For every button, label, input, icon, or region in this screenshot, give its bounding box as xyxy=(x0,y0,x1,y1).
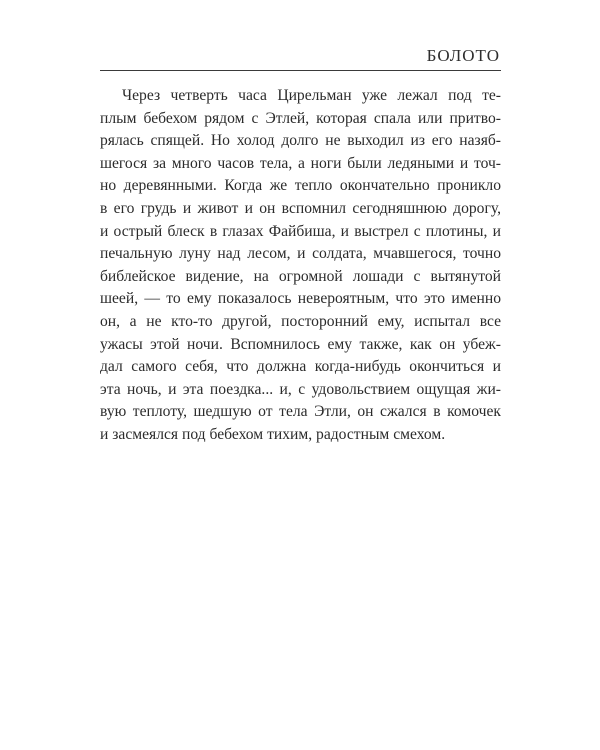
header-rule xyxy=(100,70,501,71)
text-line: плым бебехом рядом с Этлей, которая спала или притво- xyxy=(100,109,501,127)
text-line: печальную луну над лесом, и солдата, мчавшегося, точно xyxy=(100,245,501,263)
text-line: и острый блеск в глазах Файбиша, и выстрел с плотины, и xyxy=(100,222,501,240)
text-line: ужасы этой ночи. Вспомнилось ему также, как он убеж- xyxy=(100,335,501,353)
running-title: БОЛОТО xyxy=(426,46,500,65)
text-line: шеей, — то ему показалось невероятным, что это именно xyxy=(100,290,501,308)
text-line: Через четверть часа Цирельман уже лежал под те- xyxy=(122,87,501,104)
text-line: библейское видение, на огромной лошади с вытянутой xyxy=(100,267,501,285)
text-line: в его грудь и живот и он вспомнил сегодняшнюю дорогу, xyxy=(100,199,501,217)
text-line: он, а не кто-то другой, посторонний ему, испытал все xyxy=(100,312,501,330)
text-line: но деревянными. Когда же тепло окончательно проникло xyxy=(100,177,501,195)
text-line: шегося за много часов тела, а ноги были ледяными и точ- xyxy=(100,154,501,172)
text-line: вую теплоту, шедшую от тела Этли, он сжался в комочек xyxy=(100,403,501,421)
text-line: и засмеялся под бебехом тихим, радостным смехом. xyxy=(100,425,446,443)
text-line: дал самого себя, что должна когда-нибудь окончиться и xyxy=(100,358,501,376)
body-paragraph xyxy=(100,85,501,447)
text-line: эта ночь, и эта поездка... и, с удовольствием ощущая жи- xyxy=(100,380,501,398)
text-line: рялась спящей. Но холод долго не выходил из его назяб- xyxy=(100,132,501,150)
